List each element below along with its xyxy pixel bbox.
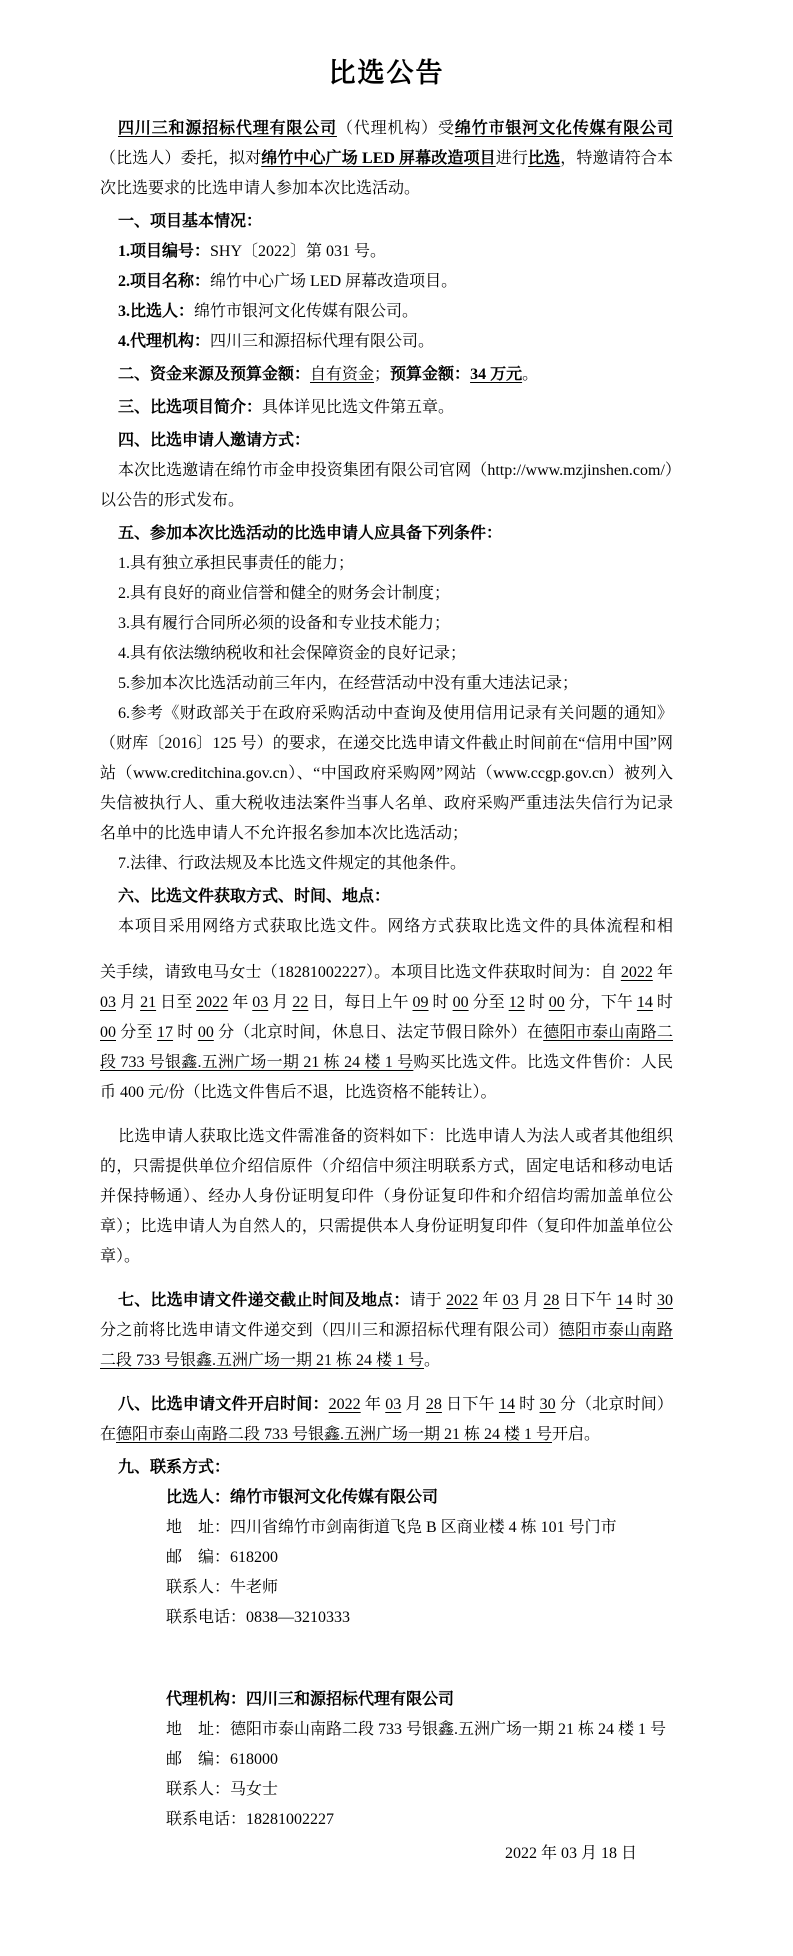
list-item <box>100 609 673 639</box>
section-heading <box>100 519 673 549</box>
text-run: 三、比选项目简介： <box>118 399 263 416</box>
document-date <box>100 1839 673 1869</box>
list-item <box>100 579 673 609</box>
text-run: 日至 <box>156 994 197 1011</box>
paragraph <box>100 1122 673 1272</box>
text-run: （比选人）委托，拟对 <box>100 150 262 167</box>
text-run: 代理机构：四川三和源招标代理有限公司 <box>166 1691 455 1708</box>
text-run: 时 <box>514 1396 540 1413</box>
text-run: 2022 年 03 月 18 日 <box>504 1845 637 1862</box>
list-item <box>100 699 673 849</box>
contact-line <box>100 1775 673 1805</box>
text-run: 德阳市泰山南路二段 733 号银鑫.五洲广场一期 21 栋 24 楼 1 号 <box>100 1024 673 1071</box>
text-run: 34 万元 <box>470 366 523 383</box>
text-run: 28 <box>425 1396 442 1413</box>
text-run: 09 <box>412 994 429 1011</box>
text-run: 17 <box>157 1024 174 1041</box>
text-run: 联系人：马女士 <box>166 1781 279 1798</box>
text-run: 比选 <box>528 150 561 167</box>
contact-line <box>100 1805 673 1835</box>
list-item <box>100 549 673 579</box>
text-run: 二、资金来源及预算金额： <box>118 366 311 383</box>
text-run: 绵竹市银河文化传媒有限公司 <box>454 120 673 137</box>
text-run: 月 <box>268 994 293 1011</box>
text-run: 请于 <box>409 1292 447 1309</box>
text-run: 7.法律、行政法规及本比选文件规定的其他条件。 <box>118 855 467 872</box>
text-run: 2022 <box>328 1396 361 1413</box>
paragraph <box>100 1286 673 1376</box>
text-run: SHY〔2022〕第 031 号。 <box>210 243 387 260</box>
text-run: 九、联系方式： <box>118 1459 231 1476</box>
list-item <box>100 297 673 327</box>
text-run: 14 <box>636 994 653 1011</box>
text-run: 2022 <box>620 964 653 981</box>
list-item <box>100 669 673 699</box>
text-run: 月 <box>401 1396 426 1413</box>
text-run: 分之前将比选申请文件递交到（四川三和源招标代理有限公司） <box>100 1322 559 1339</box>
text-run: 时 <box>524 994 549 1011</box>
text-run: 时 <box>632 1292 657 1309</box>
text-run: 6.参考《财政部关于在政府采购活动中查询及使用信用记录有关问题的通知》（财库〔2016〕125 号）的要求，在递交比选申请文件截止时间前在“信用中国”网站（www.creditchina.gov.cn）、“中国政府采购网”网站（www.ccgp.gov.cn）被列入失信被执行人、重大税收违法案件当事人名单、政府采购严重违法失信行为记录名单中的比选申请人不允许报名参加本次比选活动； <box>100 705 673 842</box>
text-run: 00 <box>197 1024 214 1041</box>
list-item <box>100 237 673 267</box>
text-run: 4.代理机构： <box>118 333 211 350</box>
text-run: 购买比选文件。比选文件售价：人民币 400 元/份（比选文件售后不退，比选资格不能转让）。 <box>100 1054 673 1101</box>
text-run: 12 <box>508 994 525 1011</box>
text-run: 四、比选申请人邀请方式： <box>118 432 311 449</box>
contact-line <box>100 1573 673 1603</box>
text-run: 联系电话：0838—3210333 <box>166 1609 351 1626</box>
text-run: 00 <box>452 994 469 1011</box>
text-run: 时 <box>652 994 673 1011</box>
text-run: 30 <box>539 1396 556 1413</box>
text-run: 3.比选人： <box>118 303 195 320</box>
contact-party-name <box>100 1483 673 1513</box>
paragraph <box>100 912 673 942</box>
list-item <box>100 267 673 297</box>
text-run: 。 <box>522 366 539 383</box>
text-run: 21 <box>140 994 157 1011</box>
text-run: 2022 <box>196 994 229 1011</box>
text-run: 1.项目编号： <box>118 243 211 260</box>
text-run: 03 <box>385 1396 402 1413</box>
text-run: 03 <box>100 994 116 1011</box>
text-run: 进行 <box>495 150 528 167</box>
text-run: 时 <box>428 994 453 1011</box>
text-run: 分（北京时间，休息日、法定节假日除外）在 <box>213 1024 544 1041</box>
text-run: （代理机构）受 <box>336 120 455 137</box>
list-item <box>100 849 673 879</box>
text-run: 五、参加本次比选活动的比选申请人应具备下列条件： <box>118 525 503 542</box>
text-run: 14 <box>498 1396 515 1413</box>
text-run: 月 <box>518 1292 544 1309</box>
text-run: 03 <box>502 1292 519 1309</box>
text-run: 00 <box>548 994 565 1011</box>
contact-line <box>100 1543 673 1573</box>
text-run: 预算金额： <box>390 366 471 383</box>
contact-party-name <box>100 1685 673 1715</box>
text-run: 自有资金 <box>310 366 375 383</box>
text-run: 绵竹中心广场 LED 屏幕改造项目 <box>261 150 496 167</box>
text-run: 14 <box>616 1292 633 1309</box>
section-heading <box>100 360 673 390</box>
text-run: 比选申请人获取比选文件需准备的资料如下：比选申请人为法人或者其他组织的，只需提供单位介绍信原件（介绍信中须注明联系方式，固定电话和移动电话并保持畅通）、经办人身份证明复印件（身份证复印件和介绍信均需加盖单位公章）；比选申请人为自然人的，只需提供本人身份证明复印件（复印件加盖单位公章）。 <box>100 1128 673 1265</box>
text-run: 。 <box>424 1352 441 1369</box>
text-run: 年 <box>478 1292 503 1309</box>
text-run: 联系人：牛老师 <box>166 1579 279 1596</box>
text-run: 年 <box>228 994 253 1011</box>
text-run: 德阳市泰山南路二段 733 号银鑫.五洲广场一期 21 栋 24 楼 1 号 <box>116 1426 553 1443</box>
text-run: 地 址：四川省绵竹市剑南街道飞凫 B 区商业楼 4 栋 101 号门市 <box>166 1519 617 1536</box>
section-heading <box>100 207 673 237</box>
paragraph <box>100 958 673 1108</box>
contact-line <box>100 1603 673 1633</box>
document-body <box>100 114 673 1869</box>
text-run: 七、比选申请文件递交截止时间及地点： <box>118 1292 410 1309</box>
text-run: 具体详见比选文件第五章。 <box>262 399 455 416</box>
text-run: 4.具有依法缴纳税收和社会保障资金的良好记录； <box>118 645 467 662</box>
text-run: 邮 编：618000 <box>166 1751 279 1768</box>
section-heading <box>100 426 673 456</box>
text-run: 地 址：德阳市泰山南路二段 733 号银鑫.五洲广场一期 21 栋 24 楼 1 号 <box>166 1721 667 1738</box>
text-run: 年 <box>652 964 673 981</box>
text-run: 时 <box>173 1024 198 1041</box>
text-run: 本次比选邀请在绵竹市金申投资集团有限公司官网（http://www.mzjinshen.com/）以公告的形式发布。 <box>100 462 673 509</box>
text-run: 2.项目名称： <box>118 273 211 290</box>
text-run: ，特邀请符合本次比选要求的比选申请人参加本次比选活动。 <box>100 150 673 197</box>
text-run: 邮 编：618200 <box>166 1549 279 1566</box>
text-run: 本项目采用网络方式获取比选文件。网络方式获取比选文件的具体流程和相 <box>118 918 673 935</box>
contact-line <box>100 1513 673 1543</box>
text-run: 日下午 <box>559 1292 617 1309</box>
list-item <box>100 327 673 357</box>
text-run: 四川三和源招标代理有限公司。 <box>210 333 435 350</box>
text-run: 八、比选申请文件开启时间： <box>118 1396 329 1413</box>
text-run: 30 <box>656 1292 673 1309</box>
section-heading <box>100 1453 673 1483</box>
text-run: 四川三和源招标代理有限公司 <box>118 120 337 137</box>
paragraph <box>100 456 673 516</box>
document-title: 比选公告 <box>328 58 445 88</box>
paragraph <box>100 114 673 204</box>
text-run: 日下午 <box>441 1396 499 1413</box>
text-run: 绵竹中心广场 LED 屏幕改造项目。 <box>210 273 458 290</box>
text-run: 2022 <box>446 1292 479 1309</box>
text-run: 比选人：绵竹市银河文化传媒有限公司 <box>166 1489 439 1506</box>
text-run: 联系电话：18281002227 <box>166 1811 335 1828</box>
section-heading <box>100 882 673 912</box>
text-run: 日，每日上午 <box>308 994 413 1011</box>
text-run: 关手续，请致电马女士（18281002227）。本项目比选文件获取时间为：自 <box>100 964 621 981</box>
text-run: 分至 <box>468 994 509 1011</box>
section-heading <box>100 393 673 423</box>
text-run: 分（北京时间）在 <box>100 1396 673 1443</box>
text-run: 分，下午 <box>564 994 637 1011</box>
text-run: 03 <box>252 994 269 1011</box>
text-run: 22 <box>292 994 309 1011</box>
text-run: 2.具有良好的商业信誉和健全的财务会计制度； <box>118 585 451 602</box>
text-run: 绵竹市银河文化传媒有限公司。 <box>194 303 419 320</box>
text-run: 00 <box>100 1024 116 1041</box>
text-run: 一、项目基本情况： <box>118 213 263 230</box>
spacer <box>100 1633 673 1685</box>
text-run: 1.具有独立承担民事责任的能力； <box>118 555 355 572</box>
text-run: 开启。 <box>552 1426 601 1443</box>
text-run: 分至 <box>116 1024 158 1041</box>
text-run: 六、比选文件获取方式、时间、地点： <box>118 888 391 905</box>
text-run: 德阳市泰山南路二段 733 号银鑫.五洲广场一期 21 栋 24 楼 1 号 <box>100 1322 673 1369</box>
list-item <box>100 639 673 669</box>
text-run: 年 <box>360 1396 386 1413</box>
text-run: 5.参加本次比选活动前三年内，在经营活动中没有重大违法记录； <box>118 675 579 692</box>
paragraph <box>100 1390 673 1450</box>
text-run: ； <box>374 366 391 383</box>
contact-line <box>100 1715 673 1745</box>
contact-line <box>100 1745 673 1775</box>
text-run: 月 <box>116 994 141 1011</box>
text-run: 3.具有履行合同所必须的设备和专业技术能力； <box>118 615 451 632</box>
text-run: 28 <box>543 1292 560 1309</box>
